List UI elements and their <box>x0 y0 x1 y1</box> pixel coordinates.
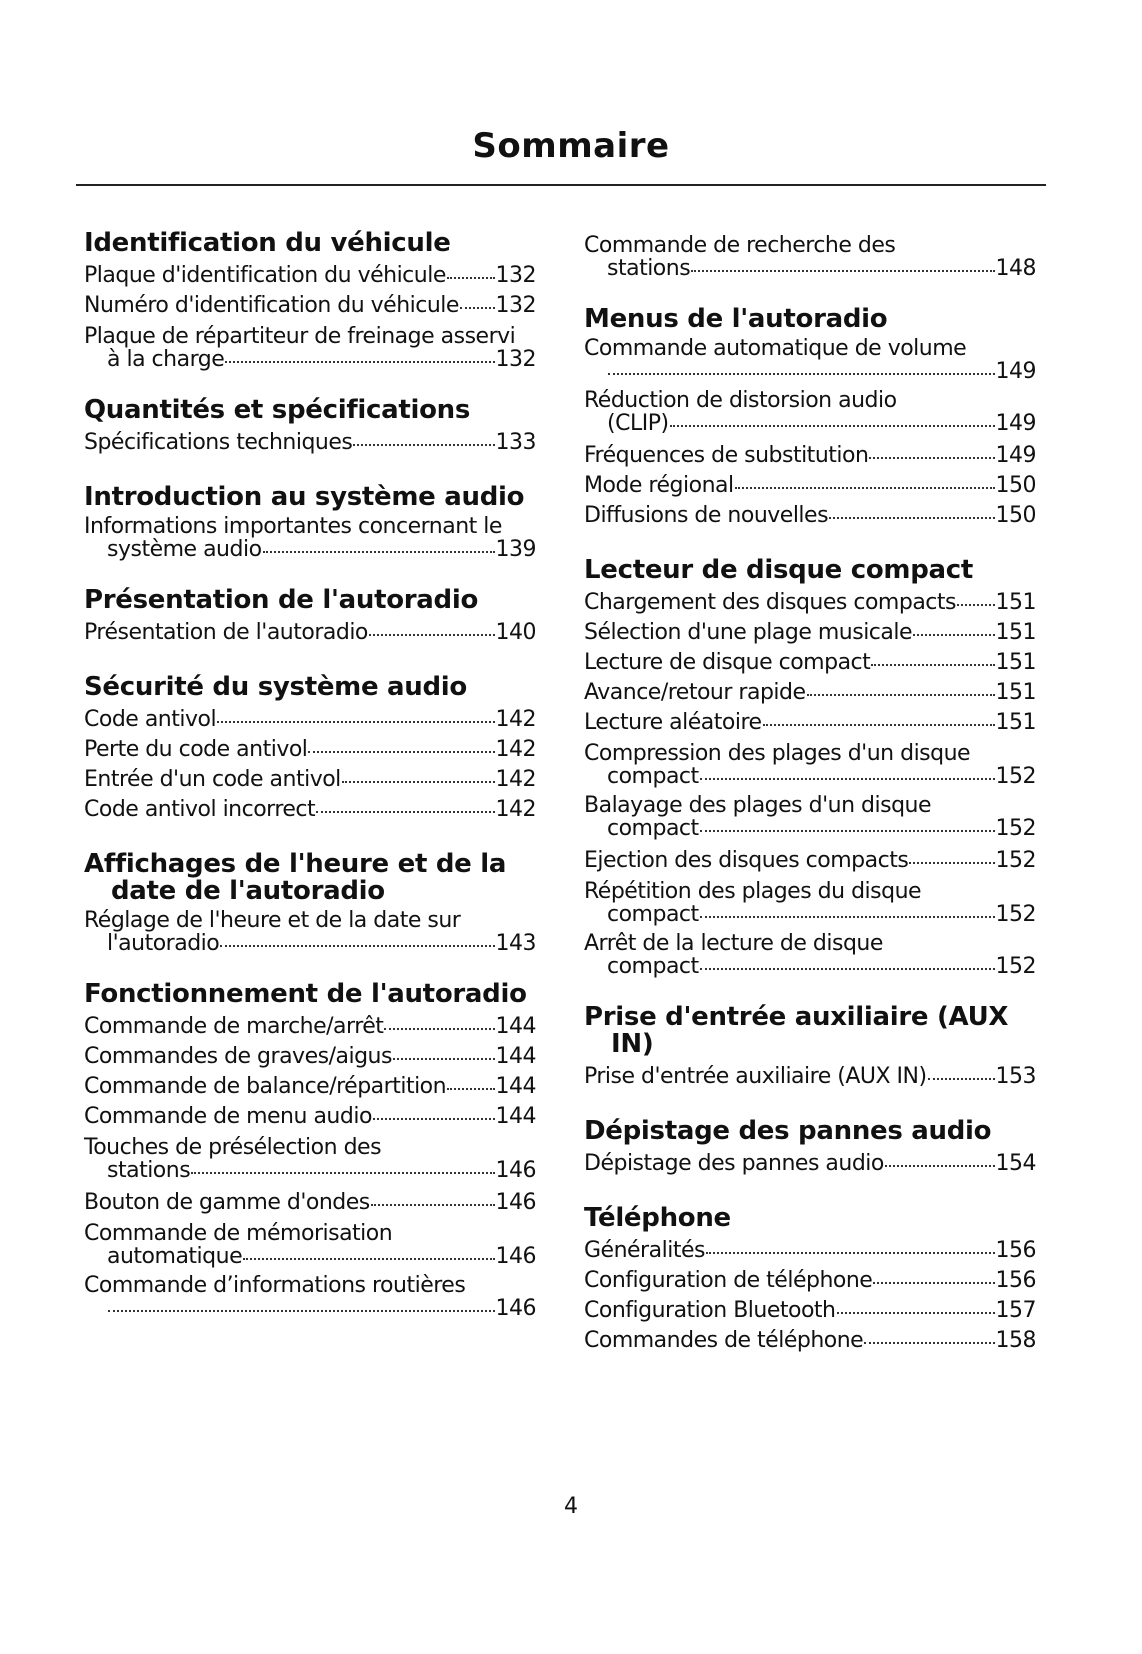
toc-entry[interactable] <box>584 880 1036 926</box>
entry-title: Informations importantes concernant le <box>84 514 502 539</box>
section-heading: Lecteur de disque compact <box>584 555 974 585</box>
entry-title: Ejection des disques compacts <box>584 848 909 873</box>
entry-page-number: 152 <box>995 954 1036 979</box>
entry-title: Arrêt de la lecture de disque <box>584 931 883 956</box>
entry-title: Commande d’informations routières <box>84 1273 466 1298</box>
entry-title: Touches de présélection des <box>84 1135 382 1160</box>
page-number: 4 <box>564 1494 578 1519</box>
entry-title: Balayage des plages d'un disque <box>584 793 932 818</box>
entry-page-number: 154 <box>995 1151 1036 1176</box>
section-heading: Téléphone <box>584 1203 731 1233</box>
entry-title: Sélection d'une plage musicale <box>584 620 913 645</box>
entry-title: Commande de marche/arrêt <box>84 1014 384 1039</box>
entry-title: Chargement des disques compacts <box>584 590 956 615</box>
entry-title: (CLIP) <box>607 411 669 436</box>
entry-page-number: 149 <box>995 443 1036 468</box>
dot-leader <box>191 1172 494 1174</box>
entry-page-number: 152 <box>995 902 1036 927</box>
entry-title: Perte du code antivol <box>84 737 308 762</box>
entry-title: Lecture aléatoire <box>584 710 762 735</box>
entry-page-number: 142 <box>495 767 536 792</box>
toc-entry[interactable] <box>84 909 536 955</box>
section-heading: Fonctionnement de l'autoradio <box>84 979 527 1009</box>
entry-title: Code antivol incorrect <box>84 797 316 822</box>
entry-title: Configuration Bluetooth <box>584 1298 836 1323</box>
entry-title: Commandes de graves/aigus <box>84 1044 392 1069</box>
toc-entry[interactable] <box>84 1102 536 1132</box>
toc-section <box>84 981 536 1320</box>
toc-entry[interactable] <box>584 1266 1036 1296</box>
entry-title: Bouton de gamme d'ondes <box>84 1190 370 1215</box>
entry-title: stations <box>107 1158 191 1183</box>
entry-title: compact <box>607 816 699 841</box>
entry-title: Configuration de téléphone <box>584 1268 873 1293</box>
entry-title: Plaque d'identification du véhicule <box>84 263 446 288</box>
toc-entry[interactable] <box>584 678 1036 708</box>
section-heading: Dépistage des pannes audio <box>584 1116 992 1146</box>
toc-column-left <box>84 230 536 1346</box>
toc-entry[interactable] <box>584 708 1036 738</box>
toc-entry[interactable] <box>584 932 1036 978</box>
toc-section <box>84 230 536 371</box>
dot-leader <box>691 270 994 272</box>
dot-leader <box>393 1058 495 1060</box>
toc-entry[interactable] <box>84 1042 536 1072</box>
entry-title: système audio <box>107 537 262 562</box>
section-heading: Introduction au système audio <box>84 482 525 512</box>
section-heading: Sécurité du système audio <box>84 672 467 702</box>
entry-title: Spécifications techniques <box>84 430 353 455</box>
entry-page-number: 142 <box>495 737 536 762</box>
entry-title: Généralités <box>584 1238 705 1263</box>
section-heading: Prise d'entrée auxiliaire (AUX IN) <box>584 1002 1009 1059</box>
entry-title: Réduction de distorsion audio <box>584 388 897 413</box>
dot-leader <box>447 1088 494 1090</box>
toc-section <box>584 306 1036 531</box>
entry-title: Compression des plages d'un disque <box>584 741 971 766</box>
dot-leader <box>371 1204 495 1206</box>
dot-leader <box>316 811 494 813</box>
dot-leader <box>220 945 494 947</box>
dot-leader <box>608 373 995 375</box>
section-heading: Menus de l'autoradio <box>584 304 888 334</box>
toc-entry[interactable] <box>584 588 1036 618</box>
dot-leader <box>308 751 494 753</box>
entry-page-number: 152 <box>995 848 1036 873</box>
entry-page-number: 150 <box>995 503 1036 528</box>
section-heading: Affichages de l'heure et de la date de l'autoradio <box>84 849 507 906</box>
entry-page-number: 158 <box>995 1328 1036 1353</box>
toc-section <box>584 234 1036 280</box>
dot-leader <box>700 968 995 970</box>
entry-page-number: 150 <box>995 473 1036 498</box>
dot-leader <box>837 1312 995 1314</box>
toc-entry[interactable] <box>584 234 1036 280</box>
toc-entry[interactable] <box>84 515 536 561</box>
toc-section <box>84 674 536 825</box>
entry-page-number: 151 <box>995 620 1036 645</box>
entry-page-number: 157 <box>995 1298 1036 1323</box>
toc-section <box>84 587 536 648</box>
section-heading: Identification du véhicule <box>84 228 451 258</box>
entry-page-number: 144 <box>495 1044 536 1069</box>
entry-title: à la charge <box>107 347 225 372</box>
entry-title: Diffusions de nouvelles <box>584 503 829 528</box>
dot-leader <box>384 1028 494 1030</box>
entry-title: Lecture de disque compact <box>584 650 871 675</box>
entry-page-number: 144 <box>495 1014 536 1039</box>
toc-entry[interactable] <box>84 1072 536 1102</box>
toc-section <box>584 1205 1036 1356</box>
entry-page-number: 151 <box>995 650 1036 675</box>
entry-title: l'autoradio <box>107 931 220 956</box>
entry-page-number: 149 <box>995 411 1036 436</box>
entry-title: Commande de balance/répartition <box>84 1074 447 1099</box>
entry-page-number: 139 <box>495 537 536 562</box>
dot-leader <box>670 425 995 427</box>
toc-entry[interactable] <box>584 742 1036 788</box>
toc-entry[interactable] <box>84 1136 536 1182</box>
toc-entry[interactable] <box>84 1188 536 1218</box>
title-divider <box>76 184 1046 186</box>
entry-title: Numéro d'identification du véhicule <box>84 293 459 318</box>
dot-leader <box>263 551 495 553</box>
toc-entry[interactable] <box>84 795 536 825</box>
entry-page-number: 156 <box>995 1268 1036 1293</box>
toc-entry[interactable] <box>84 428 536 458</box>
dot-leader <box>342 781 495 783</box>
entry-page-number: 146 <box>495 1190 536 1215</box>
entry-page-number: 140 <box>495 620 536 645</box>
entry-title: compact <box>607 764 699 789</box>
entry-title: compact <box>607 954 699 979</box>
toc-entry[interactable] <box>84 1274 536 1320</box>
entry-title: Commandes de téléphone <box>584 1328 864 1353</box>
toc-entry[interactable] <box>584 1062 1036 1092</box>
toc-entry[interactable] <box>584 471 1036 501</box>
dot-leader <box>864 1342 994 1344</box>
entry-page-number: 151 <box>995 680 1036 705</box>
dot-leader <box>735 487 995 489</box>
entry-title: Dépistage des pannes audio <box>584 1151 884 1176</box>
toc-entry[interactable] <box>584 389 1036 435</box>
toc-entry[interactable] <box>584 1326 1036 1356</box>
entry-page-number: 153 <box>995 1064 1036 1089</box>
dot-leader <box>243 1258 494 1260</box>
entry-page-number: 142 <box>495 797 536 822</box>
dot-leader <box>460 307 495 309</box>
entry-title: Commande de menu audio <box>84 1104 372 1129</box>
toc-entry[interactable] <box>84 325 536 371</box>
entry-page-number: 143 <box>495 931 536 956</box>
section-heading: Présentation de l'autoradio <box>84 585 479 615</box>
toc-entry[interactable] <box>84 618 536 648</box>
page-title: Sommaire <box>472 126 670 166</box>
entry-page-number: 149 <box>995 359 1036 384</box>
dot-leader <box>700 916 995 918</box>
entry-page-number: 152 <box>995 764 1036 789</box>
entry-title: Répétition des plages du disque <box>584 879 922 904</box>
entry-title: Entrée d'un code antivol <box>84 767 341 792</box>
entry-page-number: 146 <box>495 1158 536 1183</box>
entry-title: Commande de mémorisation <box>84 1221 393 1246</box>
entry-page-number: 151 <box>995 710 1036 735</box>
dot-leader <box>706 1252 995 1254</box>
dot-leader <box>217 721 494 723</box>
entry-page-number: 152 <box>995 816 1036 841</box>
dot-leader <box>700 830 995 832</box>
toc-entry[interactable] <box>84 765 536 795</box>
toc-entry[interactable] <box>584 1236 1036 1266</box>
entry-page-number: 144 <box>495 1104 536 1129</box>
toc-entry[interactable] <box>84 291 536 321</box>
dot-leader <box>928 1078 995 1080</box>
dot-leader <box>807 694 995 696</box>
toc-entry[interactable] <box>584 846 1036 876</box>
toc-entry[interactable] <box>84 1222 536 1268</box>
entry-page-number: 132 <box>495 293 536 318</box>
entry-page-number: 146 <box>495 1244 536 1269</box>
entry-title: Commande automatique de volume <box>584 336 967 361</box>
toc-entry[interactable] <box>584 441 1036 471</box>
entry-title: Prise d'entrée auxiliaire (AUX IN) <box>584 1064 927 1089</box>
toc-section <box>84 851 536 955</box>
entry-page-number: 142 <box>495 707 536 732</box>
entry-page-number: 144 <box>495 1074 536 1099</box>
entry-title: Plaque de répartiteur de freinage asservi <box>84 324 516 349</box>
entry-page-number: 156 <box>995 1238 1036 1263</box>
entry-page-number: 132 <box>495 263 536 288</box>
toc-section <box>84 484 536 561</box>
toc-entry[interactable] <box>584 1149 1036 1179</box>
entry-title: Fréquences de substitution <box>584 443 869 468</box>
dot-leader <box>909 862 994 864</box>
dot-leader <box>447 277 495 279</box>
dot-leader <box>869 457 994 459</box>
entry-title: stations <box>607 256 691 281</box>
toc-entry[interactable] <box>84 1012 536 1042</box>
toc-entry[interactable] <box>584 618 1036 648</box>
dot-leader <box>700 778 995 780</box>
toc-entry[interactable] <box>584 1296 1036 1326</box>
toc-entry[interactable] <box>84 261 536 291</box>
toc-entry[interactable] <box>84 705 536 735</box>
dot-leader <box>108 1310 495 1312</box>
dot-leader <box>871 664 994 666</box>
toc-entry[interactable] <box>584 648 1036 678</box>
entry-title: compact <box>607 902 699 927</box>
entry-page-number: 133 <box>495 430 536 455</box>
entry-title: Commande de recherche des <box>584 233 896 258</box>
entry-page-number: 148 <box>995 256 1036 281</box>
entry-page-number: 146 <box>495 1296 536 1321</box>
toc-section <box>84 397 536 458</box>
dot-leader <box>763 724 995 726</box>
entry-title: automatique <box>107 1244 243 1269</box>
dot-leader <box>225 361 494 363</box>
section-heading: Quantités et spécifications <box>84 395 471 425</box>
dot-leader <box>885 1165 995 1167</box>
toc-column-right <box>584 230 1036 1382</box>
toc-entry[interactable] <box>584 794 1036 840</box>
dot-leader <box>369 634 495 636</box>
toc-section <box>584 1004 1036 1092</box>
toc-section <box>584 557 1036 978</box>
entry-title: Mode régional <box>584 473 734 498</box>
dot-leader <box>957 604 995 606</box>
entry-page-number: 132 <box>495 347 536 372</box>
entry-title: Présentation de l'autoradio <box>84 620 368 645</box>
dot-leader <box>353 444 494 446</box>
dot-leader <box>873 1282 994 1284</box>
dot-leader <box>913 634 994 636</box>
entry-title: Code antivol <box>84 707 217 732</box>
entry-title: Avance/retour rapide <box>584 680 806 705</box>
dot-leader <box>829 517 994 519</box>
toc-entry[interactable] <box>584 337 1036 383</box>
dot-leader <box>373 1118 495 1120</box>
entry-title: Réglage de l'heure et de la date sur <box>84 908 461 933</box>
toc-entry[interactable] <box>84 735 536 765</box>
entry-page-number: 151 <box>995 590 1036 615</box>
toc-entry[interactable] <box>584 501 1036 531</box>
toc-section <box>584 1118 1036 1179</box>
